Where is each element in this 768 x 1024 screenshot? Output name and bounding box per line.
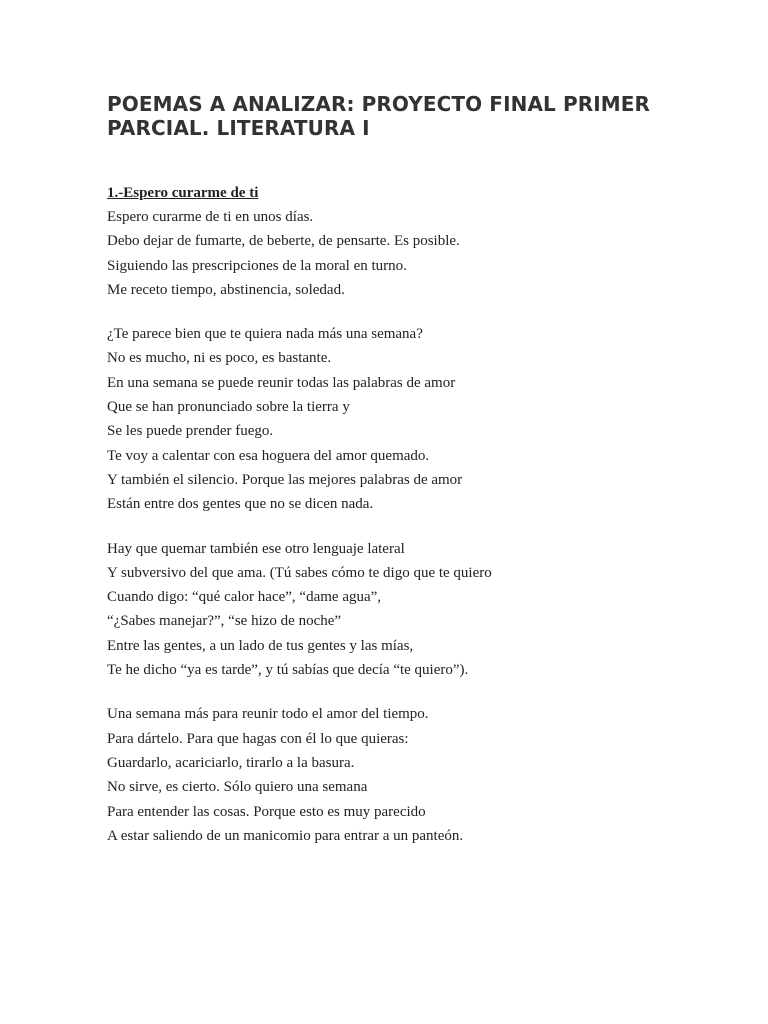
poem-line: Guardarlo, acariciarlo, tirarlo a la basura. xyxy=(107,754,355,771)
poem-line: Y subversivo del que ama. (Tú sabes cómo te digo que te quiero xyxy=(107,564,492,581)
poem-line: Que se han pronunciado sobre la tierra y xyxy=(107,399,350,416)
poem-line: Te voy a calentar con esa hoguera del amor quemado. xyxy=(107,447,430,464)
poem-line: No sirve, es cierto. Sólo quiero una semana xyxy=(107,779,368,796)
poem-line: “¿Sabes manejar?”, “se hizo de noche” xyxy=(107,613,342,630)
stanza xyxy=(107,205,687,302)
poem-line: Hay que quemar también ese otro lenguaje lateral xyxy=(107,540,405,557)
document-page xyxy=(107,92,687,868)
poem-line: Entre las gentes, a un lado de tus gentes y las mías, xyxy=(107,637,414,654)
document-title: POEMAS A ANALIZAR: PROYECTO FINAL PRIMER PARCIAL. LITERATURA I xyxy=(107,92,651,140)
poem-line: No es mucho, ni es poco, es bastante. xyxy=(107,350,332,367)
poem-line: Están entre dos gentes que no se dicen nada. xyxy=(107,496,374,513)
poem-line: Me receto tiempo, abstinencia, soledad. xyxy=(107,281,345,298)
stanza xyxy=(107,537,687,683)
poem-line: ¿Te parece bien que te quiera nada más una semana? xyxy=(107,326,423,343)
poem-line: Te he dicho “ya es tarde”, y tú sabías que decía “te quiero”). xyxy=(107,662,469,679)
poem-line: Espero curarme de ti en unos días. xyxy=(107,209,314,225)
stanza xyxy=(107,322,687,516)
poem-line: A estar saliendo de un manicomio para entrar a un panteón. xyxy=(107,827,464,844)
poem xyxy=(107,181,687,848)
poem-line: Cuando digo: “qué calor hace”, “dame agua”, xyxy=(107,589,382,606)
poem-line: Una semana más para reunir todo el amor del tiempo. xyxy=(107,706,429,723)
poem-line: Y también el silencio. Porque las mejores palabras de amor xyxy=(107,471,463,488)
stanza xyxy=(107,702,687,848)
poem-line: Siguiendo las prescripciones de la moral en turno. xyxy=(107,257,407,274)
poem-line: Se les puede prender fuego. xyxy=(107,423,274,440)
poem-line: Debo dejar de fumarte, de beberte, de pensarte. Es posible. xyxy=(107,233,460,250)
poem-line: En una semana se puede reunir todas las palabras de amor xyxy=(107,374,456,391)
poem-heading: 1.-Espero curarme de ti xyxy=(107,185,259,201)
poem-body xyxy=(107,205,687,848)
poem-line: Para entender las cosas. Porque esto es muy parecido xyxy=(107,803,426,820)
poem-line: Para dártelo. Para que hagas con él lo que quieras: xyxy=(107,730,409,747)
